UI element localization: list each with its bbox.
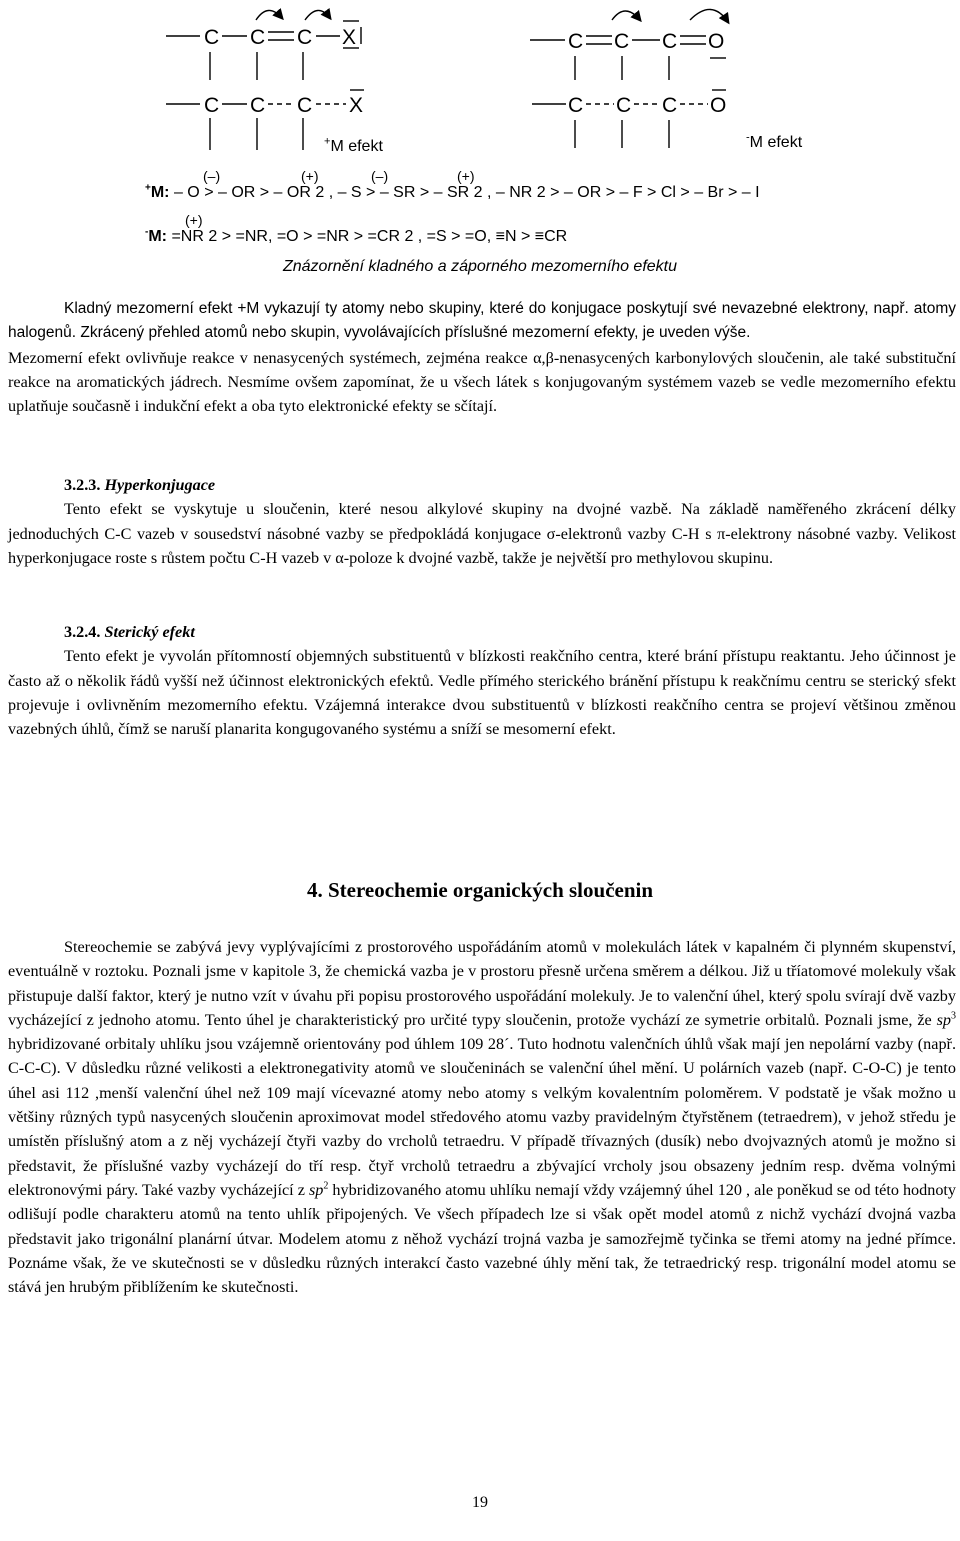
atom: X [349,94,364,117]
paragraph: Stereochemie se zabývá jevy vyplývajícími z prostorového uspořádáním atomů v molekulách látek v kapalném či plynném skupenství, eventuálně v roztoku. Poznali jsme v kapitole 3, že chemická vazba je v prostoru přesně určena směrem a délkou. Již u tříatomové molekuly však přistupuje další faktor, který je nutno vzít v úvahu při popisu prostorového uspořádání molekuly. Je to valenční úhel, který spolu svírají dvě vazby vycházející z jednoho atomu. Tento úhel je charakteristický pro určité typy sloučenin, protože vychází ze symetrie orbitalů. Poznali jsme, že $sp^3$ hybridizované orbitaly uhlíku jsou vzájemně orientovány pod úhlem 109 28´. Tuto hodnotu valenčních úhlů však mají jen nepolární vazby (např. C-C-C). V důsledku různé velikosti a elektronegativity atomů ve sloučeninách se valenční úhel mění. U polárních vazeb (např. C-O-C) je tento úhel asi 112 ,menší valenční úhel než 109 mají vícevazné atomy nebo atomy s velkým kovalentním poloměrem. V podstatě je však možno u většiny různých typů nasycených sloučenin aproximovat model středového atomu vazby pravidelným čtyřstěnem (tetraedrem), v jehož středu je umístěn příslušný atom a z něj vycházejí čtyři vazby do vrcholů tetraedru. V případě třívazných (dusík) nebo dvojvazných atomů je možno si představit, že příslušné vazby vycházejí do tří resp. čtyř vrcholů tetraedru a zbývající vrcholy jsou obsazeny jedním resp. dvěma volnými elektronovými páry. Také vazby vycházející z $sp^2$ hybridizovaného atomu uhlíku nemají vždy vzájemný úhel 120 , ale poněkud se od této hodnoty odlišují podle charakteru atomů na tento uhlík připojených. Ve všech případech lze si však opět model atomů z nichž vychází dvojná vazba představit jako trigonální planární útvar. Modelem atomu z něhož vychází trojná vazba je samozřejmě tyčinka se třemi atomy na jedné přímce. Poznáme však, že ve skutečnosti se v důsledku různých interakcí často vazebné úhly mění tak, že tetraedrický resp. trigonální model atomu se stává jen hrubým přiblížením ke skutečnosti. [8,938,957,1297]
atom: C [297,26,313,49]
atom: X [342,26,357,49]
section-hyperconjugation [8,473,956,570]
atom: C [616,94,632,117]
structural-formulas [0,0,960,160]
atom: O [708,30,725,53]
paragraph: Tento efekt je vyvolán přítomností objemných substituentů v blízkosti reakčního centra, které brání přístupu reaktantu. Jeho účinnost je často až o několik řádů vyšší než účinnost elektronických efektů. Vedle přímého sterického bránění přístupu k reakčnímu centru se sterický sfekt projevuje i ovlivněním mezomerního efektu. Vzájemná interakce dvou substituentů v blízkosti reakčního centra se projeví většinou změnou vazebných úhlů, čímž se naruší planarita kongugovaného systému a sníží se mesomerní efekt. [8,647,956,739]
section-steric-effect [8,620,956,741]
section-mesomeric-text [8,297,956,418]
page-number: 19 [472,1494,488,1511]
atom: C [250,26,266,49]
charge-label: (+) [457,168,475,184]
paragraph: Mezomerní efekt ovlivňuje reakce v nenasycených systémech, zejména reakce α,β-nenasycených karbonylových sloučenin, ale také substituční reakce na aromatických jádrech. Nesmíme ovšem zapomínat, že u všech látek s konjugovaným systémem vazeb se vedle mezomerního efektu uplatňuje současně i indukční efekt a oba tyto elektronické efekty se sčítají. [8,348,956,416]
minus-m-series: (+) -M: =NR 2 > =NR, =O > =NR > =CR 2 , =S > =O, ≡N > ≡CR [145,212,568,245]
atom: C [568,30,584,53]
paragraph: Tento efekt se vyskytuje u sloučenin, které nesou alkylové skupiny na dvojné vazbě. Na základě naměřeného zkrácení délky jednoduchých C-C vazeb v sousedství násobné vazby se předpokládá konjugace σ-elektronů vazby C-H s π-elektrony násobné vazby. Velikost hyperkonjugace roste s růstem počtu C-H vazeb v α-poloze k dvojné vazbě, takže je největší pro methylovou skupinu. [8,500,956,567]
atom: C [204,94,220,117]
chapter-title: 4. Stereochemie organických sloučenin [306,878,654,902]
atom: C [662,94,678,117]
section-stereochemistry [8,935,956,1299]
charge-label: (+) [185,212,203,228]
left-top-chain [166,10,361,80]
atom: C [614,30,630,53]
section-heading: 3.2.3. Hyperkonjugace [64,476,216,494]
atom: O [710,94,727,117]
section-heading: 3.2.4. Sterický efekt [64,623,195,641]
charge-label: (+) [301,168,319,184]
charge-label: (–) [203,168,221,184]
figure-caption: Znázornění kladného a záporného mezomerního efektu [282,258,678,275]
paragraph: Kladný mezomerní efekt +M vykazují ty atomy nebo skupiny, které do konjugace poskytují své nevazebné elektrony, např. atomy halogenů. Zkrácený přehled atomů nebo skupin, vyvolávajících příslušné mezomerní efekty, je uveden výše. [8,300,956,342]
charge-label: (–) [371,168,389,184]
atom: C [662,30,678,53]
atom: C [568,94,584,117]
atom: C [297,94,313,117]
mesomeric-effect-figure [0,0,960,160]
atom: C [250,94,266,117]
plus-m-effect-label: +M efekt [324,135,383,155]
minus-m-effect-label: -M efekt [746,131,803,151]
atom: C [204,26,220,49]
minus-series-text: =NR 2 > =NR, =O > =NR > =CR 2 , =S > =O, ≡N > ≡CR [171,228,568,245]
right-bottom-chain [532,90,726,148]
plus-series-text: – O > – OR > – OR 2 , – S > – SR > – SR 2 , – NR 2 > – OR > – F > Cl > – Br > – I [173,184,760,201]
plus-m-series: (–) (+) (–) (+) +M: – O > – OR > – OR 2 , – S > – SR > – SR 2 , – NR 2 > – OR > – F > Cl > – Br > – I [145,168,760,201]
right-top-chain [530,9,728,80]
